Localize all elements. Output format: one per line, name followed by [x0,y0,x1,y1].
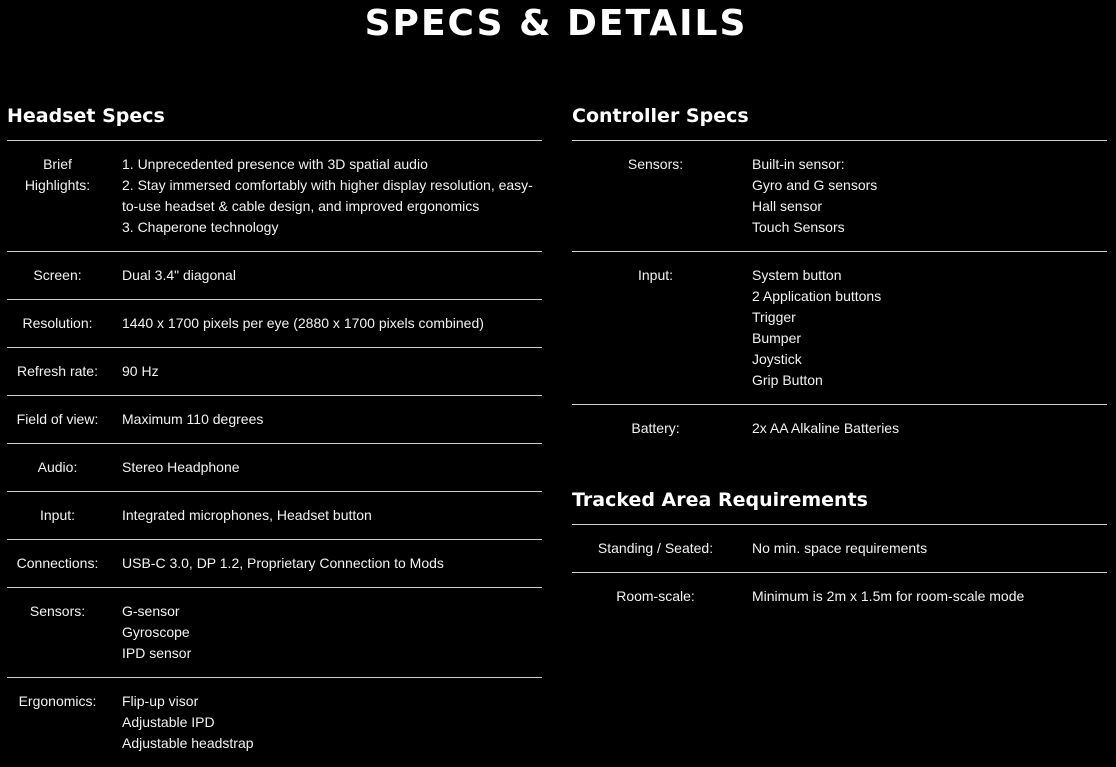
spec-label-line: Ergonomics: [18,693,97,709]
spec-label [7,553,122,574]
spec-value [122,313,540,334]
spec-label-line: Sensors: [627,156,684,172]
spec-label-line: Refresh rate: [17,363,98,379]
controller-specs-heading: Controller Specs [572,105,749,127]
spec-value-line: 1. Unprecedented presence with 3D spatial audio [122,156,428,172]
headset-specs-heading: Headset Specs [7,105,165,127]
spec-value [752,154,1107,238]
spec-row [7,678,542,767]
spec-value-line: Adjustable IPD [122,714,215,730]
spec-value-line: Joystick [752,351,802,367]
spec-value [752,586,1107,607]
spec-label [7,361,122,382]
spec-label [7,265,122,286]
headset-specs-column [7,102,542,767]
spec-row [572,573,1107,620]
spec-value-line: USB-C 3.0, DP 1.2, Proprietary Connection to Mods [122,555,444,571]
spec-label-line: Input: [637,267,674,283]
spec-label-line: Room-scale: [616,588,695,604]
spec-value-line: Dual 3.4" diagonal [122,267,236,283]
spec-row [572,141,1107,252]
spec-value [122,505,540,526]
spec-value-line: Gyro and G sensors [752,177,878,193]
spec-value-line: Grip Button [752,372,823,388]
spec-row [7,396,542,444]
spec-value-line: Minimum is 2m x 1.5m for room-scale mode [752,588,1025,604]
spec-value [752,418,1107,439]
spec-value-line: Built-in sensor: [752,156,845,172]
spec-value-line: 90 Hz [122,363,159,379]
spec-label [7,457,122,478]
spec-label-line: Screen: [33,267,82,283]
spec-value [122,361,540,382]
spec-value [122,457,540,478]
spec-label-line: Sensors: [29,603,86,619]
spec-value-line: 2x AA Alkaline Batteries [752,420,900,436]
spec-value-line: to-use headset & cable design, and improved ergonomics [122,198,480,214]
spec-label-line: Resolution: [22,315,93,331]
spec-value-line: G-sensor [122,603,180,619]
spec-value [122,409,540,430]
spec-value [122,553,540,574]
spec-row [572,525,1107,573]
spec-value-line: Hall sensor [752,198,823,214]
controller-specs-column [572,102,1107,620]
spec-value-line: Gyroscope [122,624,190,640]
spec-label [572,418,752,439]
spec-value-line: IPD sensor [122,645,192,661]
spec-row [7,540,542,588]
spec-label [7,154,122,238]
spec-value [122,691,540,754]
spec-label-line: Audio: [37,459,78,475]
spec-value-line: Adjustable headstrap [122,735,254,751]
spec-value [752,538,1107,559]
tracked-area-heading: Tracked Area Requirements [572,489,868,511]
spec-row [7,588,542,678]
spec-row [7,300,542,348]
spec-value-line: No min. space requirements [752,540,928,556]
spec-value-line: Trigger [752,309,796,325]
spec-value-line: 1440 x 1700 pixels per eye (2880 x 1700 pixels combined) [122,315,484,331]
spec-label-line: Connections: [16,555,99,571]
spec-value-line: Integrated microphones, Headset button [122,507,372,523]
spec-label [7,601,122,664]
headset-specs-table [7,140,542,767]
spec-value-line: Maximum 110 degrees [122,411,264,427]
spec-label-line: Standing / Seated: [597,540,714,556]
spec-label [572,586,752,607]
spec-row [7,348,542,396]
spec-row [7,141,542,252]
spec-row [7,492,542,540]
spec-label [7,691,122,754]
spec-value-line: 2. Stay immersed comfortably with higher display resolution, easy- [122,177,533,193]
spec-label [572,538,752,559]
spec-value-line: Flip-up visor [122,693,199,709]
spec-label [7,313,122,334]
spec-row [7,252,542,300]
spec-label-line: Highlights: [24,177,91,193]
spec-value [122,154,540,238]
spec-value [122,601,540,664]
spec-row [572,405,1107,452]
spec-value [122,265,540,286]
spec-row [7,444,542,492]
spec-value-line: 3. Chaperone technology [122,219,279,235]
spec-value [752,265,1107,391]
spec-label-line: Input: [39,507,76,523]
spec-row [572,252,1107,405]
controller-specs-table [572,140,1107,452]
spec-value-line: 2 Application buttons [752,288,882,304]
spec-label [572,154,752,238]
tracked-area-table [572,524,1107,620]
page-title: SPECS & DETAILS [364,3,748,44]
spec-value-line: Stereo Headphone [122,459,240,475]
spec-label-line: Field of view: [16,411,99,427]
spec-label [572,265,752,391]
spec-value-line: Touch Sensors [752,219,845,235]
spec-value-line: System button [752,267,842,283]
spec-label-line: Battery: [631,420,680,436]
spec-label [7,409,122,430]
spec-value-line: Bumper [752,330,802,346]
spec-label [7,505,122,526]
spec-label-line: Brief [43,156,72,172]
